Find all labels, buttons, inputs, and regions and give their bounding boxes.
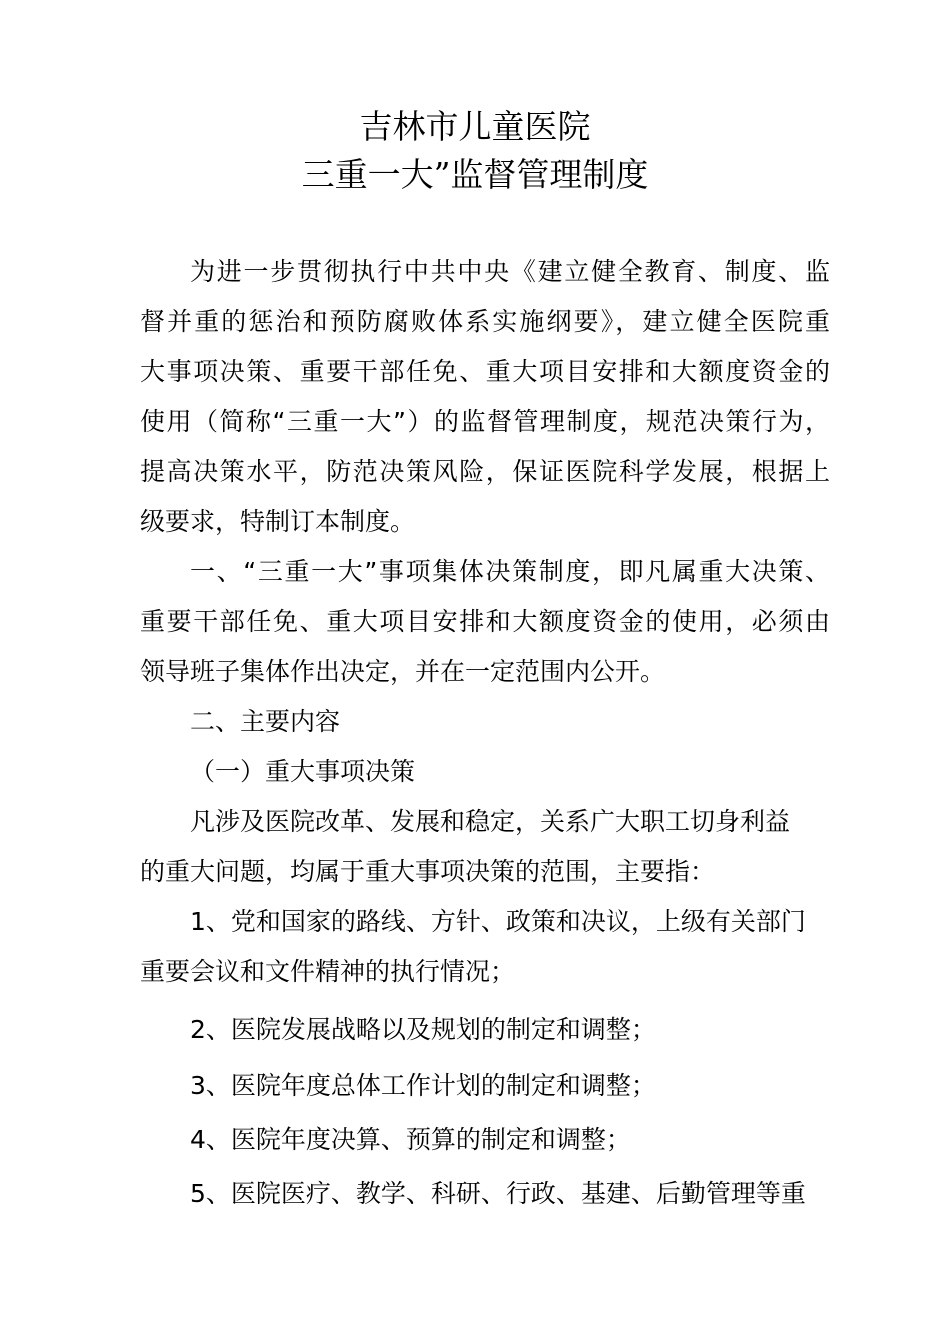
text-line: 领导班子集体作出决定，并在一定范围内公开。 [140,657,666,686]
text-line: 的重大问题，均属于重大事项决策的范围，主要指： [140,857,716,886]
document-title-line-2: 三重一大”监督管理制度 [301,155,649,194]
section-2-heading: 二、主要内容 [190,707,341,736]
item-3: 3、医院年度总体工作计划的制定和调整； [190,1071,656,1100]
item-4: 4、医院年度决算、预算的制定和调整； [190,1125,631,1154]
subsection-1-heading: （一）重大事项决策 [190,757,416,786]
text-line: 1、党和国家的路线、方针、政策和决议，上级有关部门 [190,907,806,936]
item-5: 5、医院医疗、教学、科研、行政、基建、后勤管理等重 [190,1179,806,1208]
text-line: 凡涉及医院改革、发展和稳定，关系广大职工切身利益 [190,807,791,836]
text-line: 级要求，特制订本制度。 [140,507,416,536]
text-line: 大事项决策、重要干部任免、重大项目安排和大额度资金的 [140,357,830,386]
text-line: 督并重的惩治和预防腐败体系实施纲要》，建立健全医院重 [140,307,830,336]
text-line: 重要会议和文件精神的执行情况； [140,957,516,986]
item-2: 2、医院发展战略以及规划的制定和调整； [190,1015,656,1044]
text-line: 使用（简称“三重一大”）的监督管理制度，规范决策行为， [140,407,830,436]
text-line: 重要干部任免、重大项目安排和大额度资金的使用，必须由 [140,607,830,636]
text-line: 提高决策水平，防范决策风险，保证医院科学发展，根据上 [140,457,830,486]
text-line: 为进一步贯彻执行中共中央《建立健全教育、制度、监 [190,257,830,286]
document-title-line-1: 吉林市儿童医院 [359,107,591,146]
text-line: 一、“三重一大”事项集体决策制度，即凡属重大决策、 [190,557,830,586]
